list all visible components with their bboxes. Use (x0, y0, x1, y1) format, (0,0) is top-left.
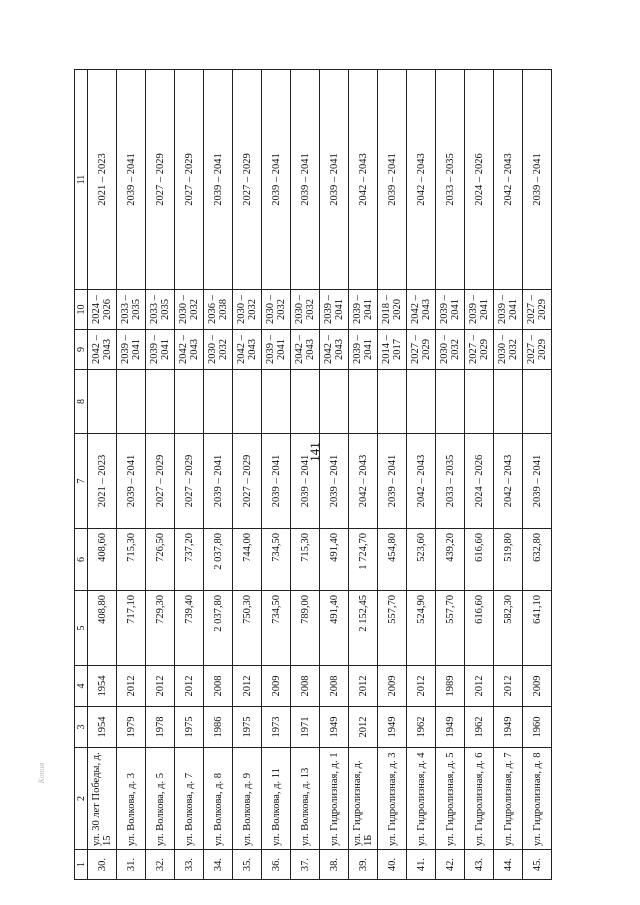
table-cell: 1978 (146, 707, 175, 748)
table-cell: 2039 – 2041 (523, 70, 552, 290)
table-cell (378, 370, 407, 434)
table-cell: 2039 – 2041 (378, 70, 407, 290)
table-cell: 557,70 (436, 591, 465, 666)
column-header: 4 (75, 666, 88, 707)
table-cell: 2039 – 2041 (320, 70, 349, 290)
table-cell: 43. (465, 850, 494, 880)
table-cell: 524,90 (407, 591, 436, 666)
table-cell: 2042 – 2043 (233, 330, 262, 370)
column-header: 1 (75, 850, 88, 880)
table-cell: 2012 (494, 666, 523, 707)
table-cell: 717,10 (117, 591, 146, 666)
table-row (146, 70, 175, 880)
table-cell: 1949 (494, 707, 523, 748)
table-cell: 40. (378, 850, 407, 880)
table-cell: ул. 30 лет Победы, д. 15 (88, 748, 117, 850)
column-header: 10 (75, 290, 88, 330)
table-cell: 1949 (378, 707, 407, 748)
column-header: 5 (75, 591, 88, 666)
table-cell: 2039 – 2041 (262, 70, 291, 290)
table-cell: 734,50 (262, 529, 291, 591)
table-cell: 2027 – 2029 (175, 70, 204, 290)
table-cell: 36. (262, 850, 291, 880)
table-cell: 2039 – 2041 (291, 70, 320, 290)
table-cell: 33. (175, 850, 204, 880)
table-cell: 557,70 (378, 591, 407, 666)
table-cell: 1962 (407, 707, 436, 748)
table-cell: 2012 (175, 666, 204, 707)
table-cell: 2027 – 2029 (233, 70, 262, 290)
table-cell: 2036 – 2038 (204, 290, 233, 330)
table-cell: 715,30 (291, 529, 320, 591)
table-cell: 616,60 (465, 591, 494, 666)
table-cell (204, 370, 233, 434)
table-cell: 2042 – 2043 (407, 70, 436, 290)
table-cell (436, 370, 465, 434)
table-cell (523, 370, 552, 434)
table-cell: 2039 – 2041 (320, 290, 349, 330)
table-cell: 2018 – 2020 (378, 290, 407, 330)
table-cell: ул. Гидролизная, д. 6 (465, 748, 494, 850)
column-header: 2 (75, 748, 88, 850)
table-cell: ул. Волкова, д. 8 (204, 748, 233, 850)
table-cell (407, 370, 436, 434)
table-cell: 2039 – 2041 (349, 290, 378, 330)
table-cell: 2027 – 2029 (465, 330, 494, 370)
table-cell (175, 370, 204, 434)
table-cell: 2012 (146, 666, 175, 707)
table-cell: 2039 – 2041 (320, 434, 349, 529)
table-cell: 42. (436, 850, 465, 880)
column-header: 6 (75, 529, 88, 591)
table-cell: 31. (117, 850, 146, 880)
table-cell: 2024 – 2026 (465, 434, 494, 529)
table-cell: 2021 – 2023 (88, 70, 117, 290)
page-number: 141 (307, 442, 322, 462)
table-cell: 2024 – 2026 (88, 290, 117, 330)
table-cell: 2042 – 2043 (291, 330, 320, 370)
table-cell: 739,40 (175, 591, 204, 666)
table-cell: 491,40 (320, 529, 349, 591)
table-cell: 2039 – 2041 (117, 434, 146, 529)
table-cell: 2042 – 2043 (407, 290, 436, 330)
table-cell: 1989 (436, 666, 465, 707)
table-cell: 1949 (320, 707, 349, 748)
table-cell: 2027 – 2029 (523, 290, 552, 330)
table-cell: 2009 (262, 666, 291, 707)
table-cell: 2042 – 2043 (320, 330, 349, 370)
table-cell: 1949 (436, 707, 465, 748)
table-cell: 32. (146, 850, 175, 880)
table-cell: 2033 – 2035 (436, 70, 465, 290)
table-cell: 737,20 (175, 529, 204, 591)
table-cell (349, 370, 378, 434)
table-cell: 44. (494, 850, 523, 880)
column-header: 11 (75, 70, 88, 290)
table-cell (146, 370, 175, 434)
table-cell: 2042 – 2043 (349, 434, 378, 529)
table-cell: 2012 (117, 666, 146, 707)
table-cell: 616,60 (465, 529, 494, 591)
table-cell (291, 370, 320, 434)
housing-repair-schedule-table (74, 69, 552, 880)
table-row (204, 70, 233, 880)
table-cell: 2039 – 2041 (117, 330, 146, 370)
table-cell: 2012 (349, 666, 378, 707)
table-cell: 523,60 (407, 529, 436, 591)
table-cell: ул. Волкова, д. 9 (233, 748, 262, 850)
table-cell: 1954 (88, 707, 117, 748)
table-cell: 439,20 (436, 529, 465, 591)
table-cell: 641,10 (523, 591, 552, 666)
table-cell: 30. (88, 850, 117, 880)
table-cell: 1973 (262, 707, 291, 748)
table-cell: 2039 – 2041 (204, 434, 233, 529)
table-cell: ул. Гидролизная, д. 7 (494, 748, 523, 850)
table-cell: 2042 – 2043 (88, 330, 117, 370)
table-cell: 726,50 (146, 529, 175, 591)
table-cell: ул. Гидролизная, д. 8 (523, 748, 552, 850)
table-cell: ул. Гидролизная, д. 3 (378, 748, 407, 850)
table-cell: 408,60 (88, 529, 117, 591)
table-cell: 789,00 (291, 591, 320, 666)
table-cell: 2039 – 2041 (465, 290, 494, 330)
table-row (88, 70, 117, 880)
table-cell: 582,30 (494, 591, 523, 666)
table-cell: 2027 – 2029 (233, 434, 262, 529)
table-cell: 37. (291, 850, 320, 880)
table-cell: 2012 (465, 666, 494, 707)
table-cell (233, 370, 262, 434)
table-row (291, 70, 320, 880)
table-cell: 2033 – 2035 (146, 290, 175, 330)
table-cell: 2030 – 2032 (436, 330, 465, 370)
table-cell: 408,80 (88, 591, 117, 666)
table-row (262, 70, 291, 880)
table-cell: 454,80 (378, 529, 407, 591)
table-row (407, 70, 436, 880)
table-cell: 1975 (233, 707, 262, 748)
table-cell: 729,30 (146, 591, 175, 666)
table-cell: 2030 – 2032 (233, 290, 262, 330)
column-header: 9 (75, 330, 88, 370)
table-cell: ул. Волкова, д. 7 (175, 748, 204, 850)
table-cell: 632,80 (523, 529, 552, 591)
table-cell: 2014 – 2017 (378, 330, 407, 370)
table-cell: 45. (523, 850, 552, 880)
table-cell: 2012 (349, 707, 378, 748)
table-cell: 2008 (320, 666, 349, 707)
table-cell: ул. Гидролизная, д. 5 (436, 748, 465, 850)
table-cell: 2042 – 2043 (407, 434, 436, 529)
table-cell: 2 152,45 (349, 591, 378, 666)
table-cell: 2039 – 2041 (349, 330, 378, 370)
table-cell: 1979 (117, 707, 146, 748)
table-cell: 2042 – 2043 (175, 330, 204, 370)
table-cell: 2012 (407, 666, 436, 707)
table-cell: 2030 – 2032 (175, 290, 204, 330)
table-cell: 2030 – 2032 (494, 330, 523, 370)
table-row (117, 70, 146, 880)
table-cell: 519,80 (494, 529, 523, 591)
table-cell: 2027 – 2029 (146, 434, 175, 529)
table-cell: ул. Волкова, д. 5 (146, 748, 175, 850)
column-header: 8 (75, 370, 88, 434)
table-cell: 2039 – 2041 (262, 330, 291, 370)
table-cell: 34. (204, 850, 233, 880)
table-cell: 2039 – 2041 (436, 290, 465, 330)
table-cell: 1962 (465, 707, 494, 748)
table-row (378, 70, 407, 880)
table-cell: 491,40 (320, 591, 349, 666)
table-cell: 734,50 (262, 591, 291, 666)
table-cell: 2021 – 2023 (88, 434, 117, 529)
table-cell (320, 370, 349, 434)
table-cell: 2039 – 2041 (117, 70, 146, 290)
table-cell: 2027 – 2029 (175, 434, 204, 529)
table-cell: 715,30 (117, 529, 146, 591)
table-cell: 35. (233, 850, 262, 880)
table-cell: 2039 – 2041 (146, 330, 175, 370)
table-cell: 744,00 (233, 529, 262, 591)
table-cell: 2039 – 2041 (204, 70, 233, 290)
table-cell: 39. (349, 850, 378, 880)
table-cell (262, 370, 291, 434)
rotated-table-container (74, 70, 584, 880)
table-cell: ул. Гидролизная, д. 1 (320, 748, 349, 850)
table-cell: ул. Гидролизная, д. 4 (407, 748, 436, 850)
column-header: 3 (75, 707, 88, 748)
table-cell: 2008 (204, 666, 233, 707)
table-cell: 2039 – 2041 (494, 290, 523, 330)
table-cell: 2027 – 2029 (407, 330, 436, 370)
table-cell: 1954 (88, 666, 117, 707)
header-row (75, 70, 88, 880)
table-cell: 38. (320, 850, 349, 880)
table-cell: 2030 – 2032 (204, 330, 233, 370)
table-cell: 2033 – 2035 (117, 290, 146, 330)
table-cell: 1986 (204, 707, 233, 748)
table-row (465, 70, 494, 880)
table-cell: 2024 – 2026 (465, 70, 494, 290)
table-cell (465, 370, 494, 434)
table-cell: 2033 – 2035 (436, 434, 465, 529)
copy-stamp: Копия (37, 762, 46, 784)
table-cell: 2039 – 2041 (523, 434, 552, 529)
table-cell: 2042 – 2043 (494, 70, 523, 290)
table-cell: ул. Волкова, д. 3 (117, 748, 146, 850)
column-header: 7 (75, 434, 88, 529)
table-cell: 2027 – 2029 (146, 70, 175, 290)
table-row (523, 70, 552, 880)
table-row (494, 70, 523, 880)
table-cell: 1 724,70 (349, 529, 378, 591)
table-cell: ул. Волкова, д. 13 (291, 748, 320, 850)
table-cell: 2009 (378, 666, 407, 707)
table-row (175, 70, 204, 880)
table-cell (88, 370, 117, 434)
table-cell: 2 037,80 (204, 529, 233, 591)
table-cell: ул. Волкова, д. 11 (262, 748, 291, 850)
table-row (436, 70, 465, 880)
table-cell: ул. Гидролизная, д. 1Б (349, 748, 378, 850)
table-row (320, 70, 349, 880)
table-cell: 2039 – 2041 (378, 434, 407, 529)
table-cell: 750,30 (233, 591, 262, 666)
table-cell: 2008 (291, 666, 320, 707)
table-cell: 2042 – 2043 (349, 70, 378, 290)
table-cell: 41. (407, 850, 436, 880)
table-cell: 2009 (523, 666, 552, 707)
table-row (233, 70, 262, 880)
table-cell: 2027 – 2029 (523, 330, 552, 370)
table-cell (494, 370, 523, 434)
table-cell: 1971 (291, 707, 320, 748)
table-row (349, 70, 378, 880)
table-cell: 2039 – 2041 (291, 434, 320, 529)
table-cell: 2012 (233, 666, 262, 707)
table-cell: 1960 (523, 707, 552, 748)
table-cell (117, 370, 146, 434)
table-cell: 2 037,80 (204, 591, 233, 666)
table-cell: 2042 – 2043 (494, 434, 523, 529)
table-cell: 2030 – 2032 (291, 290, 320, 330)
table-cell: 2039 – 2041 (262, 434, 291, 529)
table-cell: 2030 – 2032 (262, 290, 291, 330)
table-cell: 1975 (175, 707, 204, 748)
